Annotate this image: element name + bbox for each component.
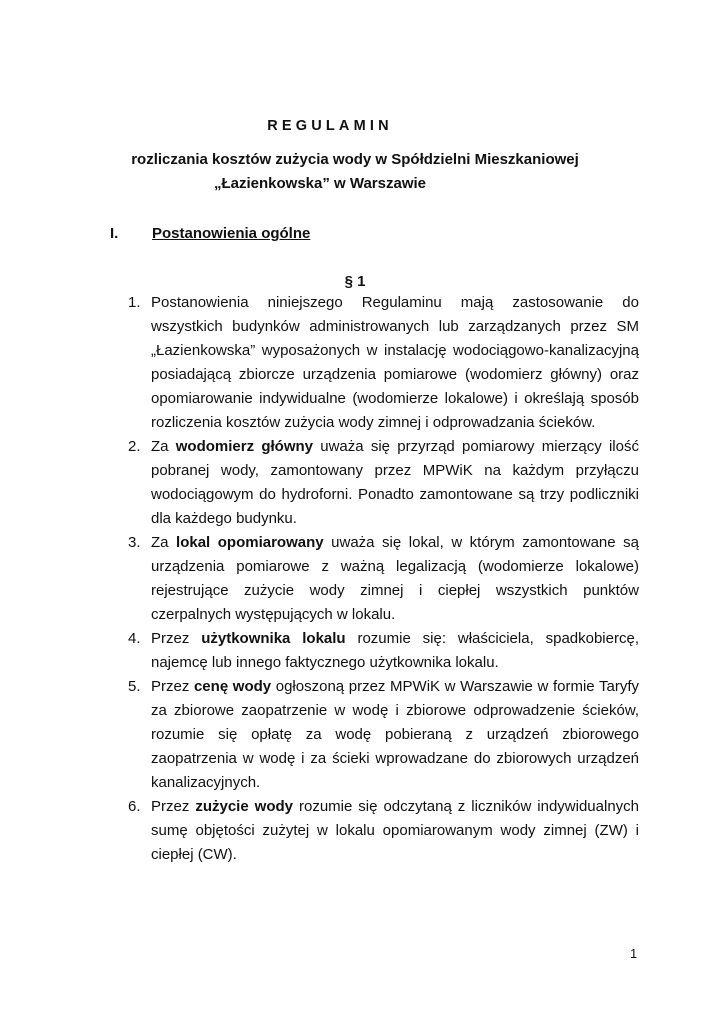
list-item-term: cenę wody	[193, 678, 272, 695]
list-item-text-pre: Przez	[151, 630, 202, 647]
list-item	[120, 531, 639, 627]
list-item-term: wodomierz główny	[175, 438, 313, 455]
list-item-text-pre: Za	[151, 534, 177, 551]
list-item-text-post: rozumie się: właściciela, spadkobiercę, najemcę lub innego faktycznego użytkownika lokalu.	[151, 630, 639, 671]
list-item-text-post: uważa się lokal, w którym zamontowane są urządzenia pomiarowe z ważną legalizacją (wodomierze lokalowe) rejestrujące zużycie wody zimnej i ciepłej wszystkich punktów czerpalnych występujących w lokalu.	[151, 534, 639, 623]
list-item-term: użytkownika lokalu	[201, 630, 346, 647]
list-item	[120, 795, 639, 867]
list-item-text	[151, 534, 639, 623]
list-item-term: lokal opomiarowany	[176, 534, 324, 551]
section-title: Postanowienia ogólne	[152, 225, 311, 242]
document-subtitle-line1: rozliczania kosztów zużycia wody w Spółdzielni Mieszkaniowej	[131, 151, 579, 168]
list-item-text	[151, 438, 639, 527]
document-subtitle-line2: „Łazienkowska” w Warszawie	[213, 175, 427, 192]
list-item	[120, 291, 639, 435]
list-item-text-post: rozumie się odczytaną z liczników indywidualnych sumę objętości zużytej w lokalu opomiarowanym wody zimnej (ZW) i ciepłej (CW).	[151, 798, 640, 863]
list-item-text-pre: Za	[151, 438, 176, 455]
list-item-text-pre: Przez	[151, 798, 196, 815]
list-item-number: 3.	[128, 534, 141, 551]
paragraph-sign: § 1	[344, 273, 366, 290]
list-item-term: zużycie wody	[195, 798, 293, 815]
list-item-number: 1.	[128, 294, 141, 311]
provisions-list	[120, 291, 639, 867]
list-item-text-pre: Przez	[151, 678, 194, 695]
list-item	[120, 675, 639, 795]
list-item-text	[151, 630, 639, 671]
list-item-number: 2.	[128, 438, 141, 455]
section-number: I.	[110, 225, 119, 242]
list-item-text	[151, 798, 639, 863]
list-item-text-post: uważa się przyrząd pomiarowy mierzący ilość pobranej wody, zamontowany przez MPWiK na każdym przyłączu wodociągowym do hydroforni. Ponadto zamontowane są trzy podliczniki dla każdego budynku.	[151, 438, 639, 527]
document-title: REGULAMIN	[267, 118, 393, 134]
list-item-number: 5.	[128, 678, 141, 695]
list-item-text	[151, 294, 639, 431]
list-item-text	[151, 678, 639, 791]
list-item-number: 4.	[128, 630, 141, 647]
page-number: 1	[630, 946, 638, 961]
list-item-text-pre: Postanowienia niniejszego Regulaminu mają zastosowanie do wszystkich budynków administrowanych lub zarządzanych przez SM „Łazienkowska” wyposażonych w instalację wodociągowo-kanalizacyjną posiadającą zbiorcze urządzenia pomiarowe (wodomierz główny) oraz opomiarowanie indywidualne (wodomierze lokalowe) i określają sposób rozliczenia kosztów zużycia wody zimnej i odprowadzania ścieków.	[151, 294, 639, 431]
list-item-number: 6.	[128, 798, 141, 815]
list-item	[120, 627, 639, 675]
list-item-text-post: ogłoszoną przez MPWiK w Warszawie w formie Taryfy za zbiorowe zaopatrzenie w wodę i zbiorowe odprowadzenie ścieków, rozumie się opłatę za wodę pobieraną z urządzeń zbiorowego zaopatrzenia w wodę i za ścieki wprowadzane do zbiorowych urządzeń kanalizacyjnych.	[151, 678, 640, 791]
list-item	[120, 435, 639, 531]
